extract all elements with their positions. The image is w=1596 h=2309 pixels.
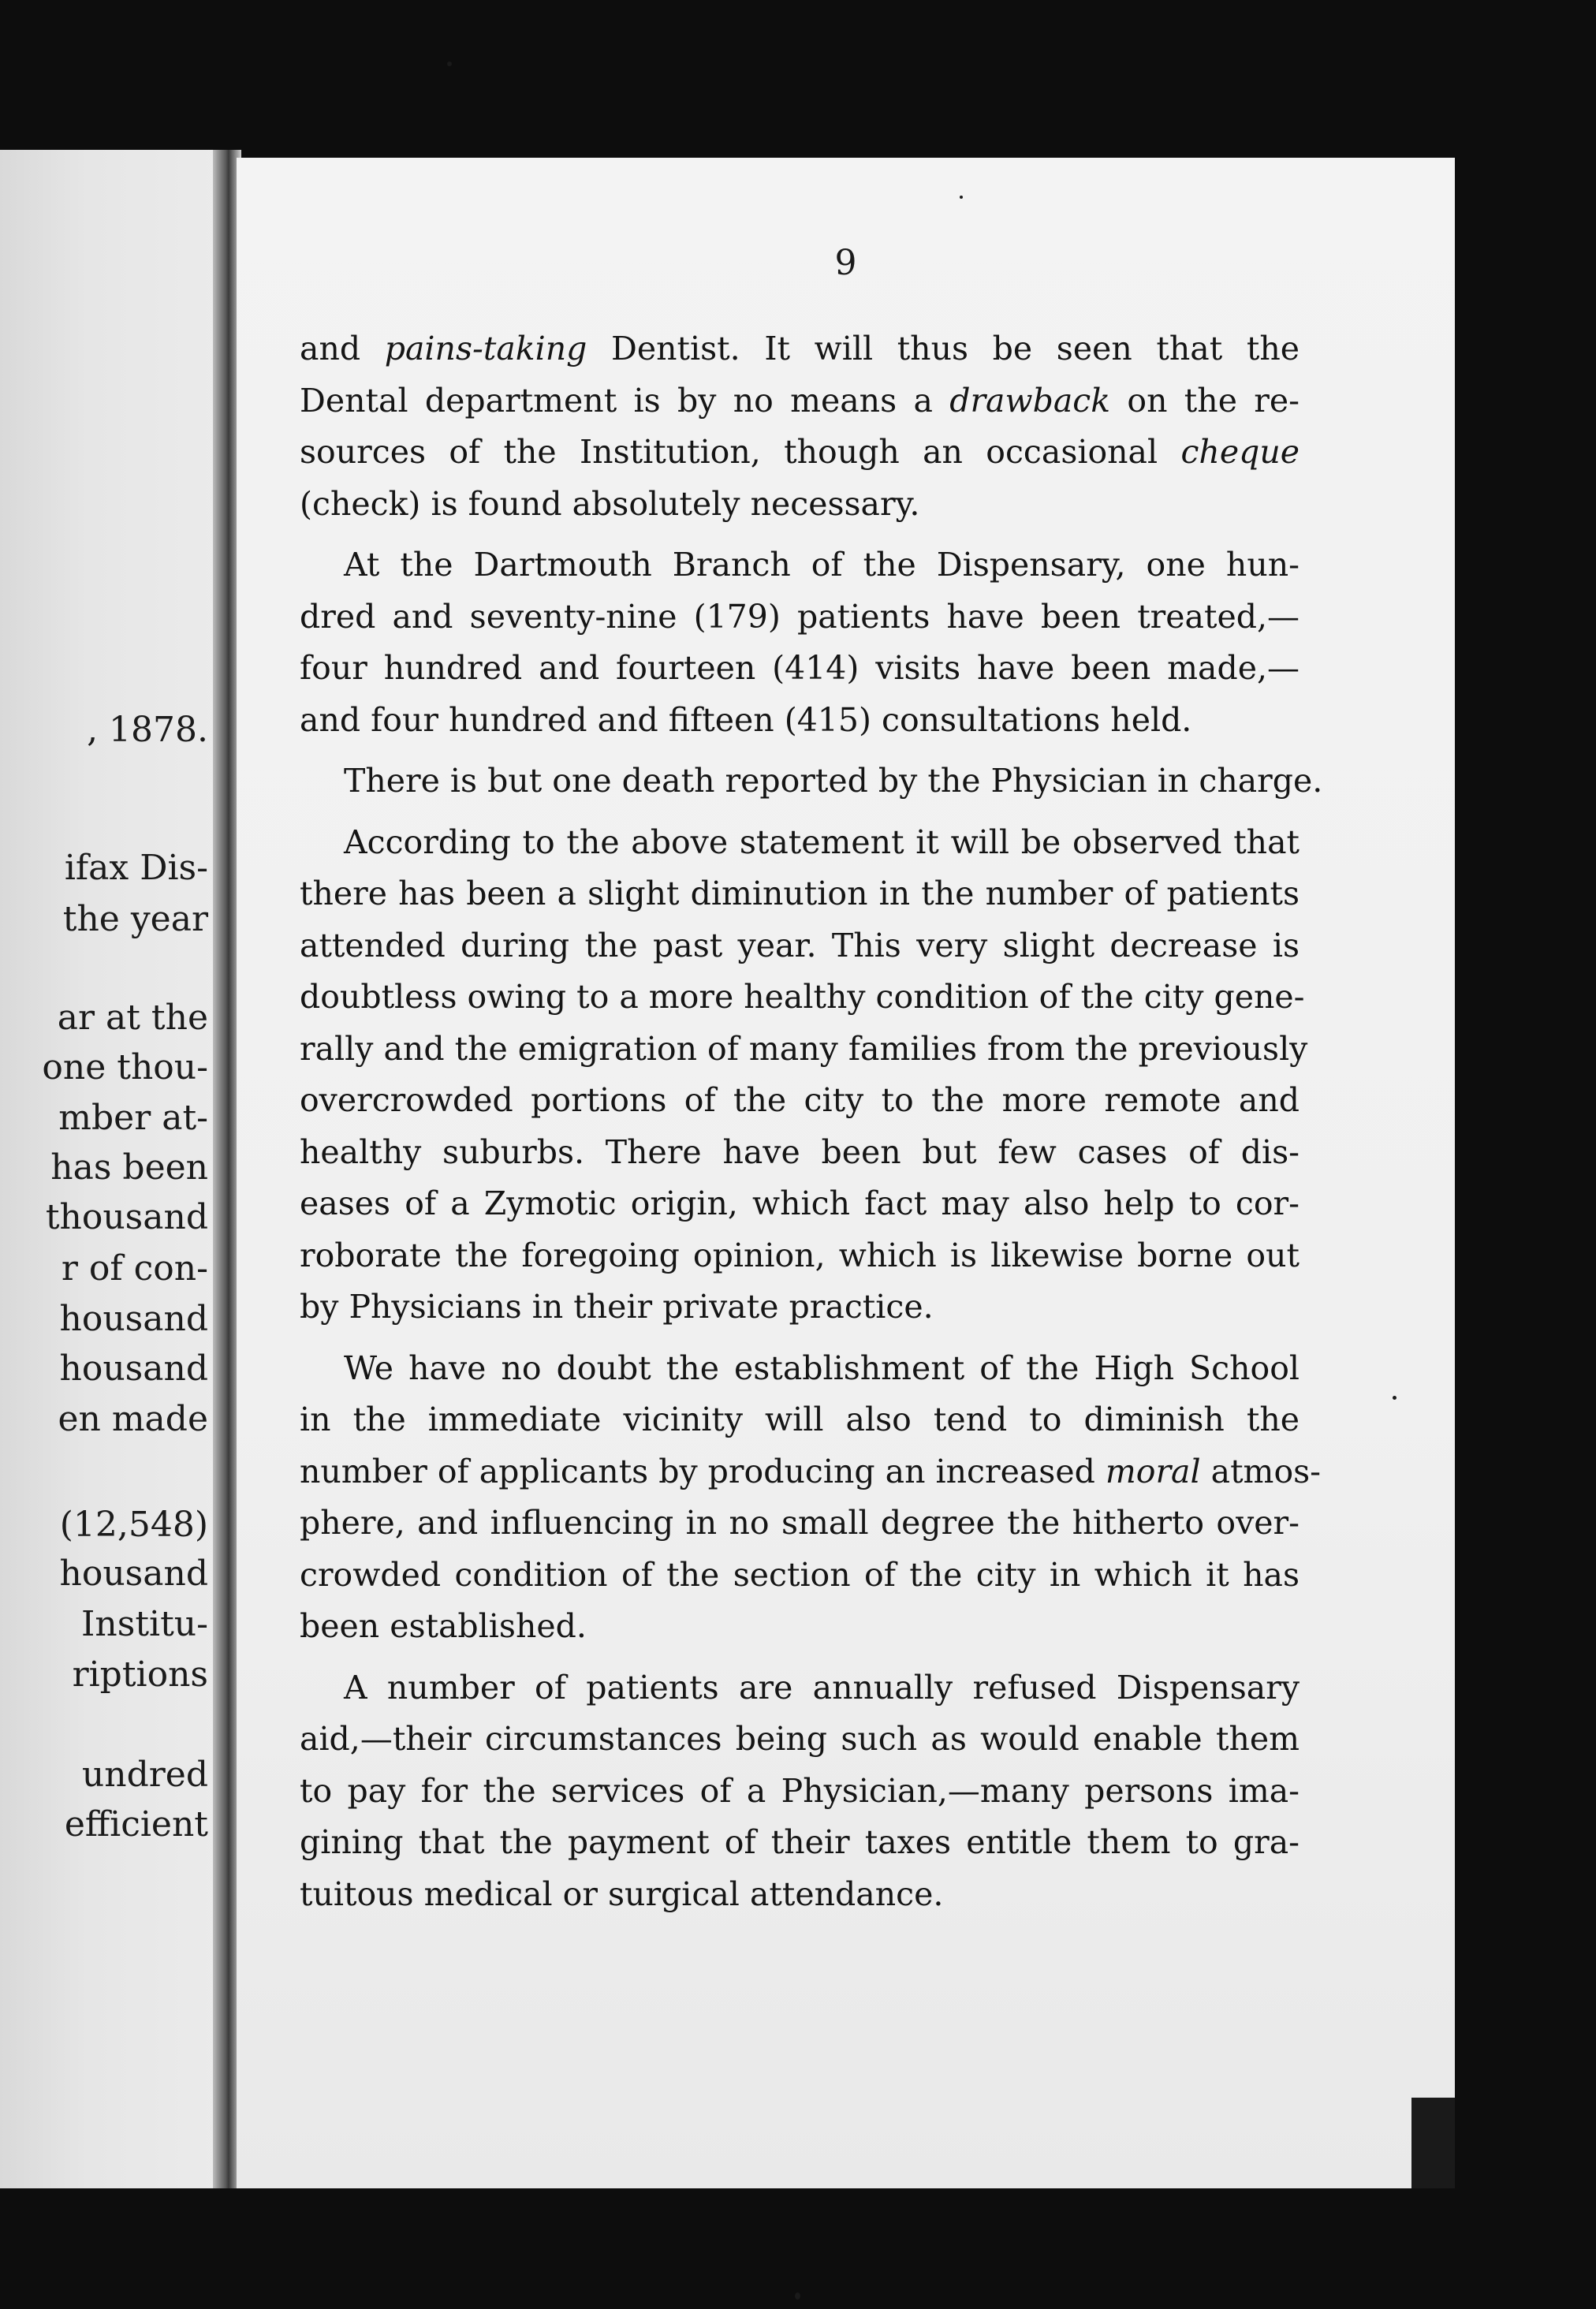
previous-page-text-fragment: housand (59, 1348, 208, 1389)
text-line (300, 1281, 1300, 1334)
text-line (300, 1127, 1300, 1179)
text-run: doubtless owing to a more healthy condition of the city gene- (300, 978, 1305, 1016)
text-run: in the immediate vicinity will also tend to diminish the (300, 1401, 1300, 1438)
text-run: tuitous medical or surgical attendance. (300, 1874, 944, 1913)
previous-page-text-fragment: , 1878. (87, 710, 208, 750)
text-run: According to the above statement it will be observed that (344, 823, 1300, 861)
text-line (300, 755, 1323, 808)
text-line (300, 972, 1305, 1024)
text-run: At the Dartmouth Branch of the Dispensary, one hun- (344, 546, 1300, 584)
previous-page-text-fragment: r of con- (61, 1248, 208, 1289)
text-line (300, 591, 1300, 643)
text-line (300, 1498, 1300, 1550)
page-number: 9 (834, 243, 857, 283)
scan-speck (447, 62, 452, 66)
text-line (300, 1817, 1300, 1869)
text-run: been established. (300, 1607, 587, 1645)
text-line (300, 1075, 1300, 1127)
text-run: phere, and influencing in no small degree the hitherto over- (300, 1504, 1300, 1542)
text-run: A number of patients are annually refused Dispensary (344, 1668, 1300, 1707)
text-line (300, 868, 1300, 920)
previous-page-text-fragment: ar at the (57, 998, 208, 1038)
text-run: four hundred and fourteen (414) visits have been made,— (300, 649, 1300, 687)
text-run: by Physicians in their private practice. (300, 1288, 934, 1326)
text-line (300, 539, 1300, 591)
text-run: number of applicants by producing an increased (300, 1452, 1106, 1490)
italic-term: moral (1105, 1452, 1201, 1490)
italic-term: drawback (949, 381, 1111, 420)
text-run: dred and seventy-nine (179) patients have been treated,— (300, 597, 1300, 636)
previous-page-text-fragment: (12,548) (59, 1505, 208, 1545)
paragraph (300, 1343, 1322, 1653)
text-line (300, 1869, 1300, 1921)
text-run: There is but one death reported by the Physician in charge. (344, 762, 1323, 800)
paragraph (300, 1662, 1300, 1921)
text-line (300, 1662, 1300, 1714)
previous-page-text-fragment: thousand (45, 1197, 208, 1237)
scan-speck (960, 196, 963, 199)
previous-page-text-fragment: riptions (72, 1654, 208, 1695)
text-run: and four hundred and fifteen (415) consultations held. (300, 700, 1192, 739)
italic-term: cheque (1180, 433, 1300, 471)
text-line (300, 1446, 1322, 1498)
text-line (300, 1766, 1300, 1818)
text-line (300, 1343, 1300, 1395)
text-line (300, 1550, 1300, 1602)
paragraph (300, 755, 1323, 808)
text-line (300, 1601, 1300, 1653)
text-line (300, 1230, 1300, 1282)
text-line (300, 817, 1300, 869)
text-run: We have no doubt the establishment of the High School (344, 1348, 1300, 1387)
text-line (300, 375, 1300, 427)
text-run: sources of the Institution, though an occasional (300, 433, 1181, 471)
text-run: there has been a slight diminution in the number of patients (300, 875, 1300, 912)
text-run: and (300, 330, 385, 367)
text-run: roborate the foregoing opinion, which is likewise borne out (300, 1236, 1300, 1274)
text-run: Dental department is by no means a (300, 381, 950, 420)
scan-speck (1393, 1396, 1396, 1400)
text-run: overcrowded portions of the city to the more remote and (300, 1081, 1300, 1119)
text-line (300, 1178, 1300, 1230)
paragraph (300, 817, 1308, 1334)
italic-term: pains-taking (384, 330, 587, 367)
previous-page-fragment (0, 150, 219, 2188)
text-run: aid,—their circumstances being such as would enable them (300, 1720, 1300, 1758)
previous-page-text-fragment: has been (50, 1147, 208, 1188)
text-line (300, 479, 1300, 531)
text-line (300, 323, 1300, 375)
body-text (300, 323, 1323, 1930)
text-line (300, 1714, 1300, 1766)
text-line (300, 1394, 1300, 1446)
text-run: eases of a Zymotic origin, which fact may also help to cor- (300, 1184, 1300, 1222)
text-run: Dentist. It will thus be seen that the (587, 330, 1300, 367)
text-run: gining that the payment of their taxes entitle them to gra- (300, 1823, 1300, 1861)
previous-page-text-fragment: mber at- (58, 1098, 208, 1138)
text-run: to pay for the services of a Physician,—many persons ima- (300, 1771, 1300, 1810)
previous-page-text-fragment: housand (59, 1299, 208, 1339)
text-line (300, 920, 1300, 972)
text-line (300, 427, 1300, 479)
page-edge-shadow (1411, 2098, 1455, 2188)
previous-page-text-fragment: ifax Dis- (64, 848, 208, 888)
paragraph (300, 323, 1300, 530)
previous-page-text-fragment: one thou- (42, 1047, 208, 1087)
text-run: on the re- (1110, 381, 1300, 420)
text-line (300, 643, 1300, 695)
scan-speck (795, 2292, 800, 2300)
page (237, 158, 1455, 2188)
text-run: rally and the emigration of many families from the previously (300, 1029, 1308, 1068)
text-run: (check) is found absolutely necessary. (300, 484, 920, 523)
previous-page-text-fragment: efficient (64, 1804, 208, 1845)
text-run: attended during the past year. This very slight decrease is (300, 926, 1300, 964)
text-run: healthy suburbs. There have been but few cases of dis- (300, 1132, 1300, 1171)
previous-page-text-fragment: en made (58, 1399, 208, 1439)
previous-page-text-fragment: undred (81, 1755, 208, 1795)
previous-page-text-fragment: Institu- (81, 1604, 208, 1644)
paragraph (300, 539, 1300, 746)
previous-page-text-fragment: the year (62, 899, 208, 939)
previous-page-text-fragment: housand (59, 1554, 208, 1594)
text-run: atmos- (1200, 1452, 1322, 1490)
text-line (300, 1024, 1308, 1076)
text-line (300, 695, 1300, 747)
text-run: crowded condition of the section of the city in which it has (300, 1555, 1300, 1594)
